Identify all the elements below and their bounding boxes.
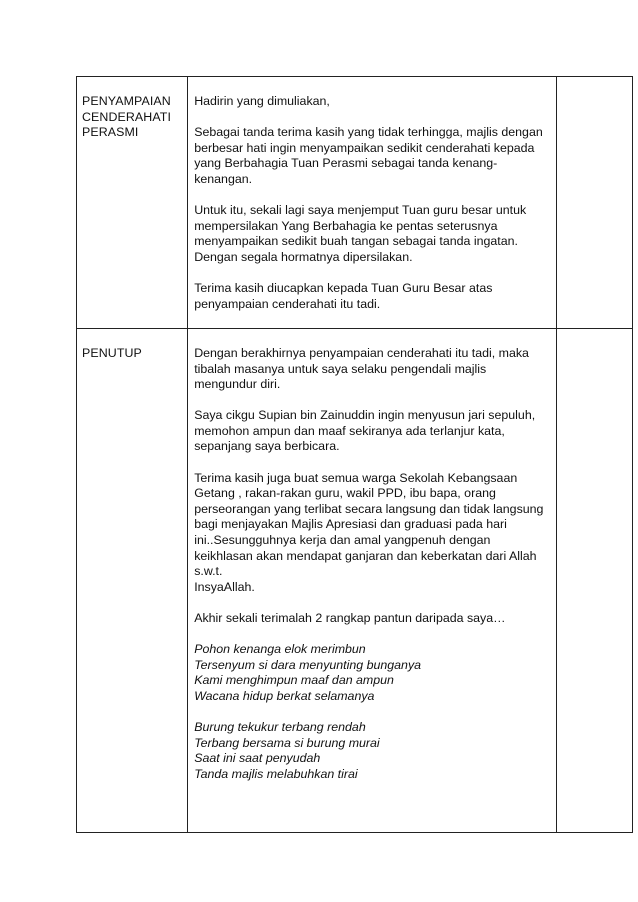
pantun-line: Pohon kenanga elok merimbun: [194, 642, 366, 657]
paragraph: Untuk itu, sekali lagi saya menjemput Tuan guru besar untuk mempersilakan Yang Berbahagia ke pentas seterusnya menyampaikan sedikit buah tangan sebagai tanda ingatan. Dengan segala hormatnya dipersilakan.: [194, 203, 527, 264]
section-content-cell: [188, 77, 557, 329]
paragraph: InsyaAllah.: [194, 579, 255, 594]
section-label: PENYAMPAIAN CENDERAHATI PERASMI: [82, 94, 171, 139]
paragraph: Terima kasih juga buat semua warga Sekolah Kebangsaan Getang , rakan-rakan guru, wakil PPD, ibu bapa, orang perseorangan yang terlibat secara langsung dan tidak langsung bagi menjayakan Majlis Apresiasi dan graduasi pada hari ini..Sesungguhnya kerja dan amal yangpenuh dengan keikhlasan akan mendapat ganjaran dan keberkatan dari Allah s.w.t.: [194, 470, 544, 579]
paragraph: Akhir sekali terimalah 2 rangkap pantun daripada saya…: [194, 611, 506, 625]
section-content: [188, 77, 556, 312]
notes-cell: [556, 328, 632, 832]
paragraph: Saya cikgu Supian bin Zainuddin ingin menyusun jari sepuluh, memohon ampun dan maaf sekiranya ada terlanjur kata, sepanjang saya berbicara.: [194, 408, 536, 454]
pantun-line: Tanda majlis melabuhkan tirai: [194, 766, 358, 781]
table-row: [77, 77, 633, 329]
pantun-stanza: [194, 720, 552, 782]
pantun-line: Terbang bersama si burung murai: [194, 735, 380, 750]
script-table: [76, 76, 633, 833]
section-label-cell: [77, 77, 188, 329]
paragraph: Terima kasih diucapkan kepada Tuan Guru Besar atas penyampaian cenderahati itu tadi.: [194, 281, 493, 311]
paragraph: Hadirin yang dimuliakan,: [194, 94, 330, 108]
paragraph: Dengan berakhirnya penyampaian cenderahati itu tadi, maka tibalah masanya untuk saya selaku pengendali majlis mengundur diri.: [194, 345, 529, 392]
section-content-cell: [188, 328, 557, 832]
paragraph: Sebagai tanda terima kasih yang tidak terhingga, majlis dengan berbesar hati ingin menyampaikan sedikit cenderahati kepada yang Berbahagia Tuan Perasmi sebagai tanda kenang-kenangan.: [194, 125, 543, 186]
pantun-line: Burung tekukur terbang rendah: [194, 720, 366, 735]
pantun-stanza: [194, 642, 552, 704]
section-label: PENUTUP: [82, 345, 142, 360]
section-content: [188, 329, 556, 783]
table-row: [77, 328, 633, 832]
pantun-line: Saat ini saat penyudah: [194, 751, 321, 766]
section-label-cell: [77, 328, 188, 832]
pantun-line: Wacana hidup berkat selamanya: [194, 688, 375, 703]
notes-cell: [556, 77, 632, 329]
pantun-line: Tersenyum si dara menyunting bunganya: [194, 657, 422, 672]
pantun-line: Kami menghimpun maaf dan ampun: [194, 673, 394, 688]
